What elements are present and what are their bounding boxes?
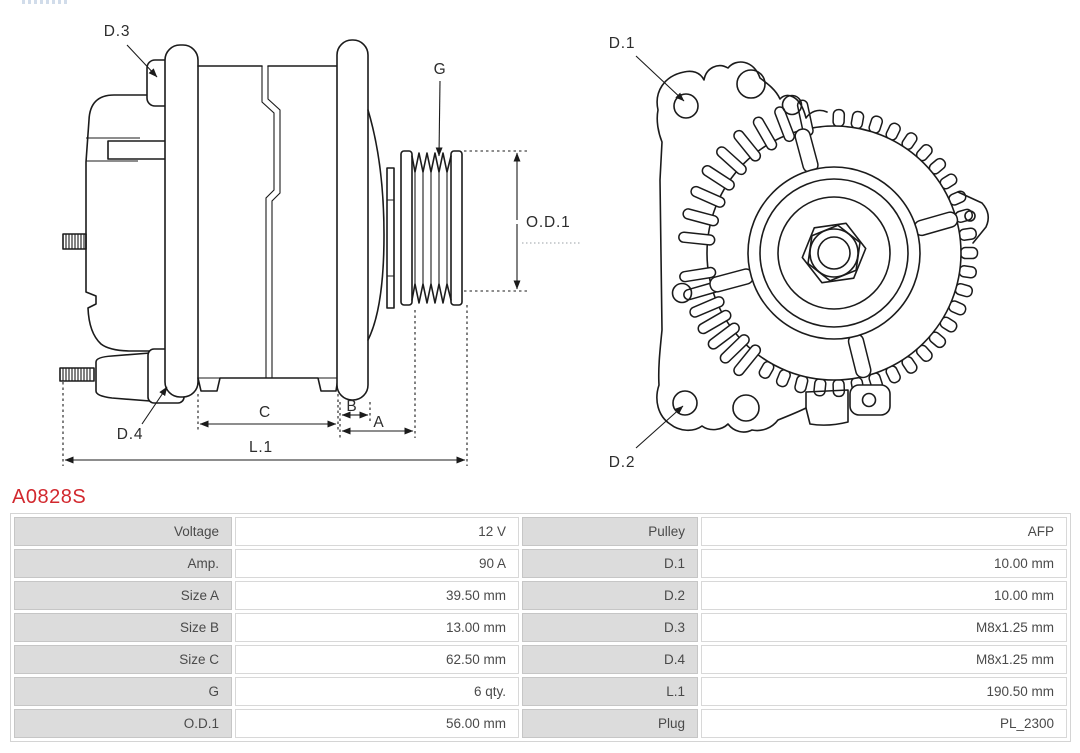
label-l1: L.1 [249, 439, 273, 456]
spec-label: O.D.1 [14, 709, 232, 738]
spec-table [10, 513, 1071, 742]
table-row [14, 709, 1067, 738]
spec-value: 6 qty. [235, 677, 519, 706]
spec-value: 190.50 mm [701, 677, 1067, 706]
spec-value: 10.00 mm [701, 549, 1067, 578]
spec-value: 13.00 mm [235, 613, 519, 642]
spec-label: Amp. [14, 549, 232, 578]
label-g: G [433, 61, 447, 78]
spec-value: 12 V [235, 517, 519, 546]
spec-label: Pulley [522, 517, 698, 546]
table-row [14, 677, 1067, 706]
spec-label: Size B [14, 613, 232, 642]
spec-label: G [14, 677, 232, 706]
spec-value: 10.00 mm [701, 581, 1067, 610]
table-row [14, 517, 1067, 546]
spec-value: 62.50 mm [235, 645, 519, 674]
spec-value: M8x1.25 mm [701, 645, 1067, 674]
table-row [14, 581, 1067, 610]
label-c: C [259, 404, 271, 421]
spec-label: D.1 [522, 549, 698, 578]
label-d2: D.2 [608, 454, 636, 471]
label-a: A [373, 414, 385, 431]
spec-value: 56.00 mm [235, 709, 519, 738]
spec-label: D.2 [522, 581, 698, 610]
spec-label: Plug [522, 709, 698, 738]
spec-label: Size A [14, 581, 232, 610]
label-d3: D.3 [103, 23, 131, 40]
label-d4: D.4 [116, 426, 144, 443]
spec-label: Voltage [14, 517, 232, 546]
spec-label: D.3 [522, 613, 698, 642]
spec-label: L.1 [522, 677, 698, 706]
alternator-side-view [60, 23, 582, 466]
spec-value: 39.50 mm [235, 581, 519, 610]
spec-label: Size C [14, 645, 232, 674]
table-row [14, 613, 1067, 642]
label-d1: D.1 [608, 35, 636, 52]
alternator-front-view [609, 35, 989, 471]
spec-value: M8x1.25 mm [701, 613, 1067, 642]
spec-value: 90 A [235, 549, 519, 578]
spec-value: AFP [701, 517, 1067, 546]
table-row [14, 645, 1067, 674]
spec-label: D.4 [522, 645, 698, 674]
spec-value: PL_2300 [701, 709, 1067, 738]
label-od1: O.D.1 [526, 214, 571, 231]
part-number: A0828S [12, 486, 87, 508]
label-b: B [346, 398, 358, 415]
table-row [14, 549, 1067, 578]
